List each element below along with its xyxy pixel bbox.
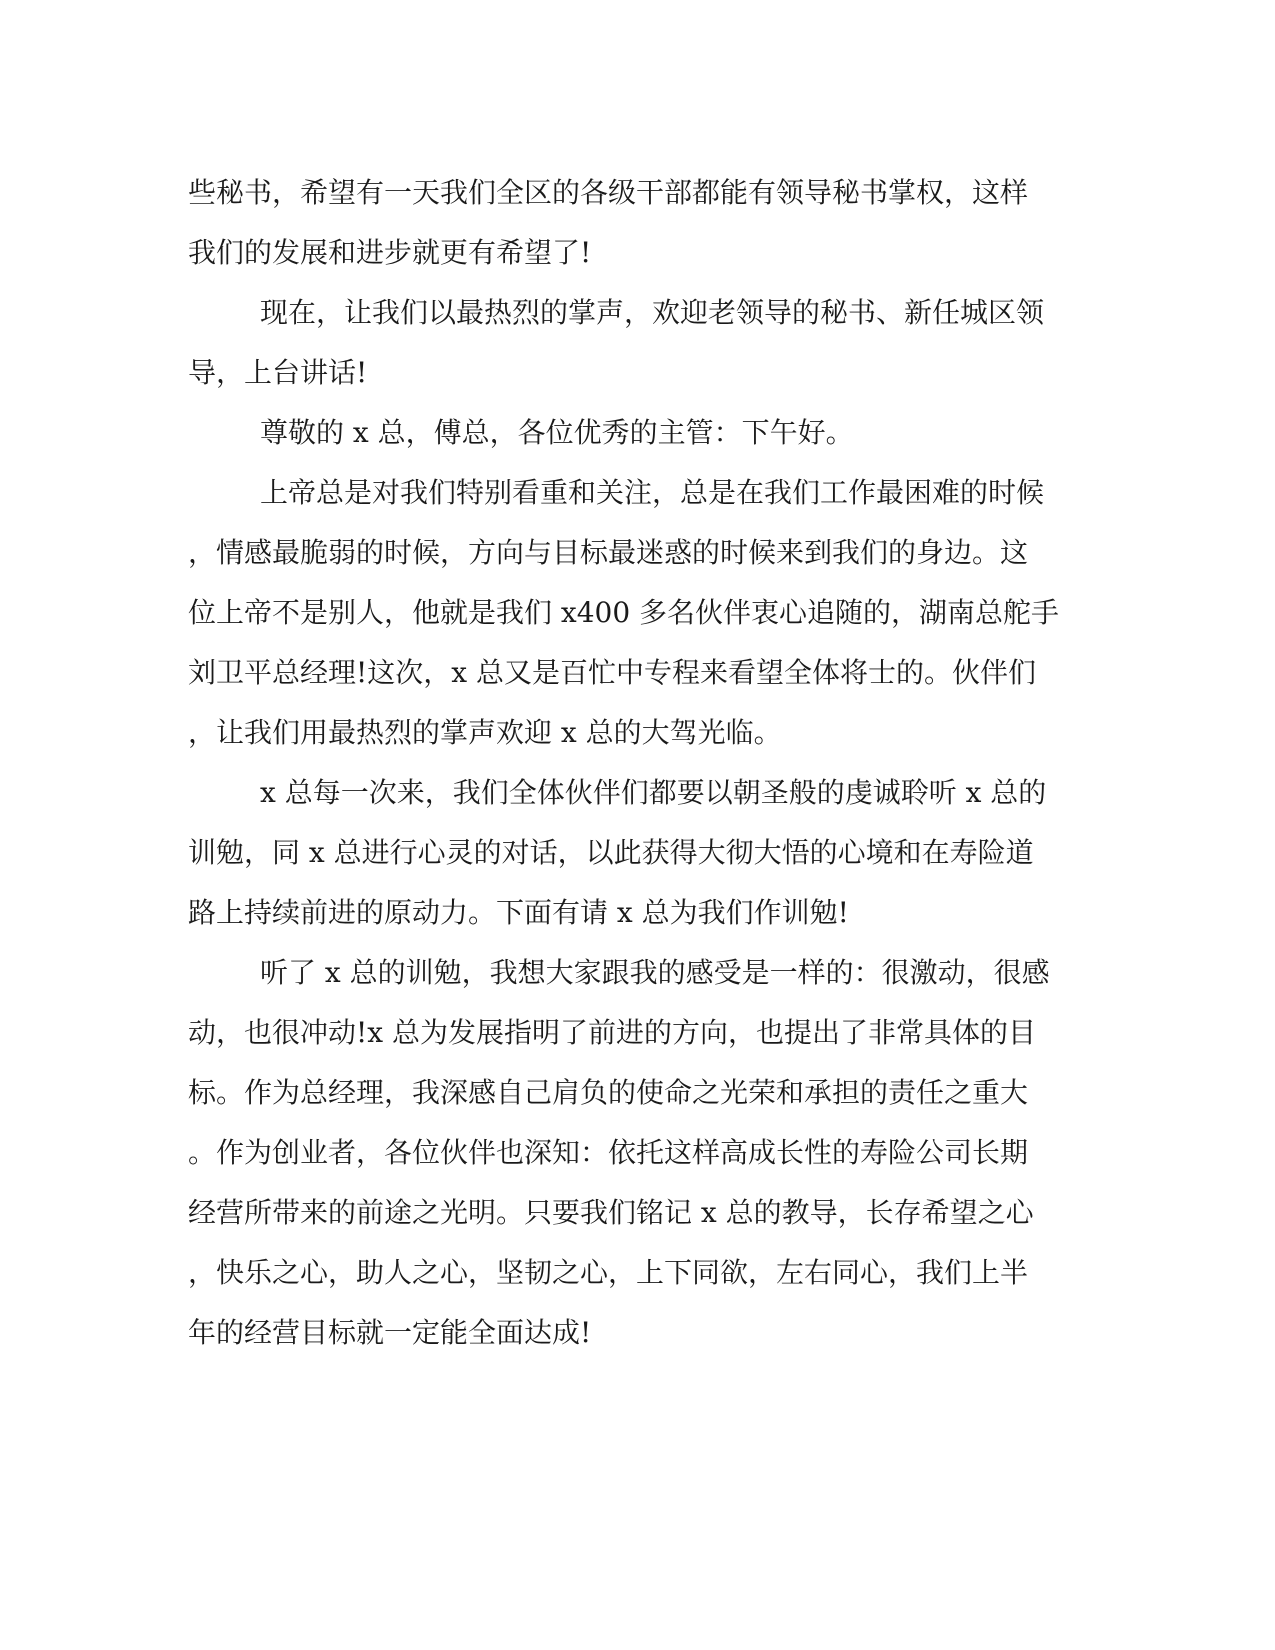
text-line: x 总每一次来，我们全体伙伴们都要以朝圣般的虔诚聆听 x 总的 xyxy=(260,776,1047,809)
text-line: 些秘书，希望有一天我们全区的各级干部都能有领导秘书掌权，这样 xyxy=(188,176,1029,209)
text-line: 上帝总是对我们特别看重和关注，总是在我们工作最困难的时候 xyxy=(260,476,1045,509)
text-line: 听了 x 总的训勉，我想大家跟我的感受是一样的：很激动，很感 xyxy=(260,956,1050,989)
text-line: 训勉，同 x 总进行心灵的对话，以此获得大彻大悟的心境和在寿险道 xyxy=(188,836,1034,869)
text-line: ，让我们用最热烈的掌声欢迎 x 总的大驾光临。 xyxy=(188,716,782,749)
text-line: 动，也很冲动!x 总为发展指明了前进的方向，也提出了非常具体的目 xyxy=(188,1016,1036,1049)
text-line: 我们的发展和进步就更有希望了! xyxy=(188,236,592,269)
text-line: 标。作为总经理，我深感自己肩负的使命之光荣和承担的责任之重大 xyxy=(188,1076,1029,1109)
text-line: ，快乐之心，助人之心，坚韧之心，上下同欲，左右同心，我们上半 xyxy=(188,1256,1029,1289)
text-line: 现在，让我们以最热烈的掌声，欢迎老领导的秘书、新任城区领 xyxy=(260,296,1045,329)
body-text xyxy=(188,163,1068,1363)
text-line: 路上持续前进的原动力。下面有请 x 总为我们作训勉! xyxy=(188,896,849,929)
text-line: 年的经营目标就一定能全面达成! xyxy=(188,1316,592,1349)
text-line: 位上帝不是别人，他就是我们 x400 多名伙伴衷心追随的，湖南总舵手 xyxy=(188,596,1060,629)
text-line: ，情感最脆弱的时候，方向与目标最迷惑的时候来到我们的身边。这 xyxy=(188,536,1029,569)
text-line: 经营所带来的前途之光明。只要我们铭记 x 总的教导，长存希望之心 xyxy=(188,1196,1034,1229)
text-line: 刘卫平总经理!这次，x 总又是百忙中专程来看望全体将士的。伙伴们 xyxy=(188,656,1036,689)
text-line: 尊敬的 x 总，傅总，各位优秀的主管：下午好。 xyxy=(260,416,854,449)
text-line: 。作为创业者，各位伙伴也深知：依托这样高成长性的寿险公司长期 xyxy=(188,1136,1029,1169)
text-line: 导，上台讲话! xyxy=(188,356,368,389)
